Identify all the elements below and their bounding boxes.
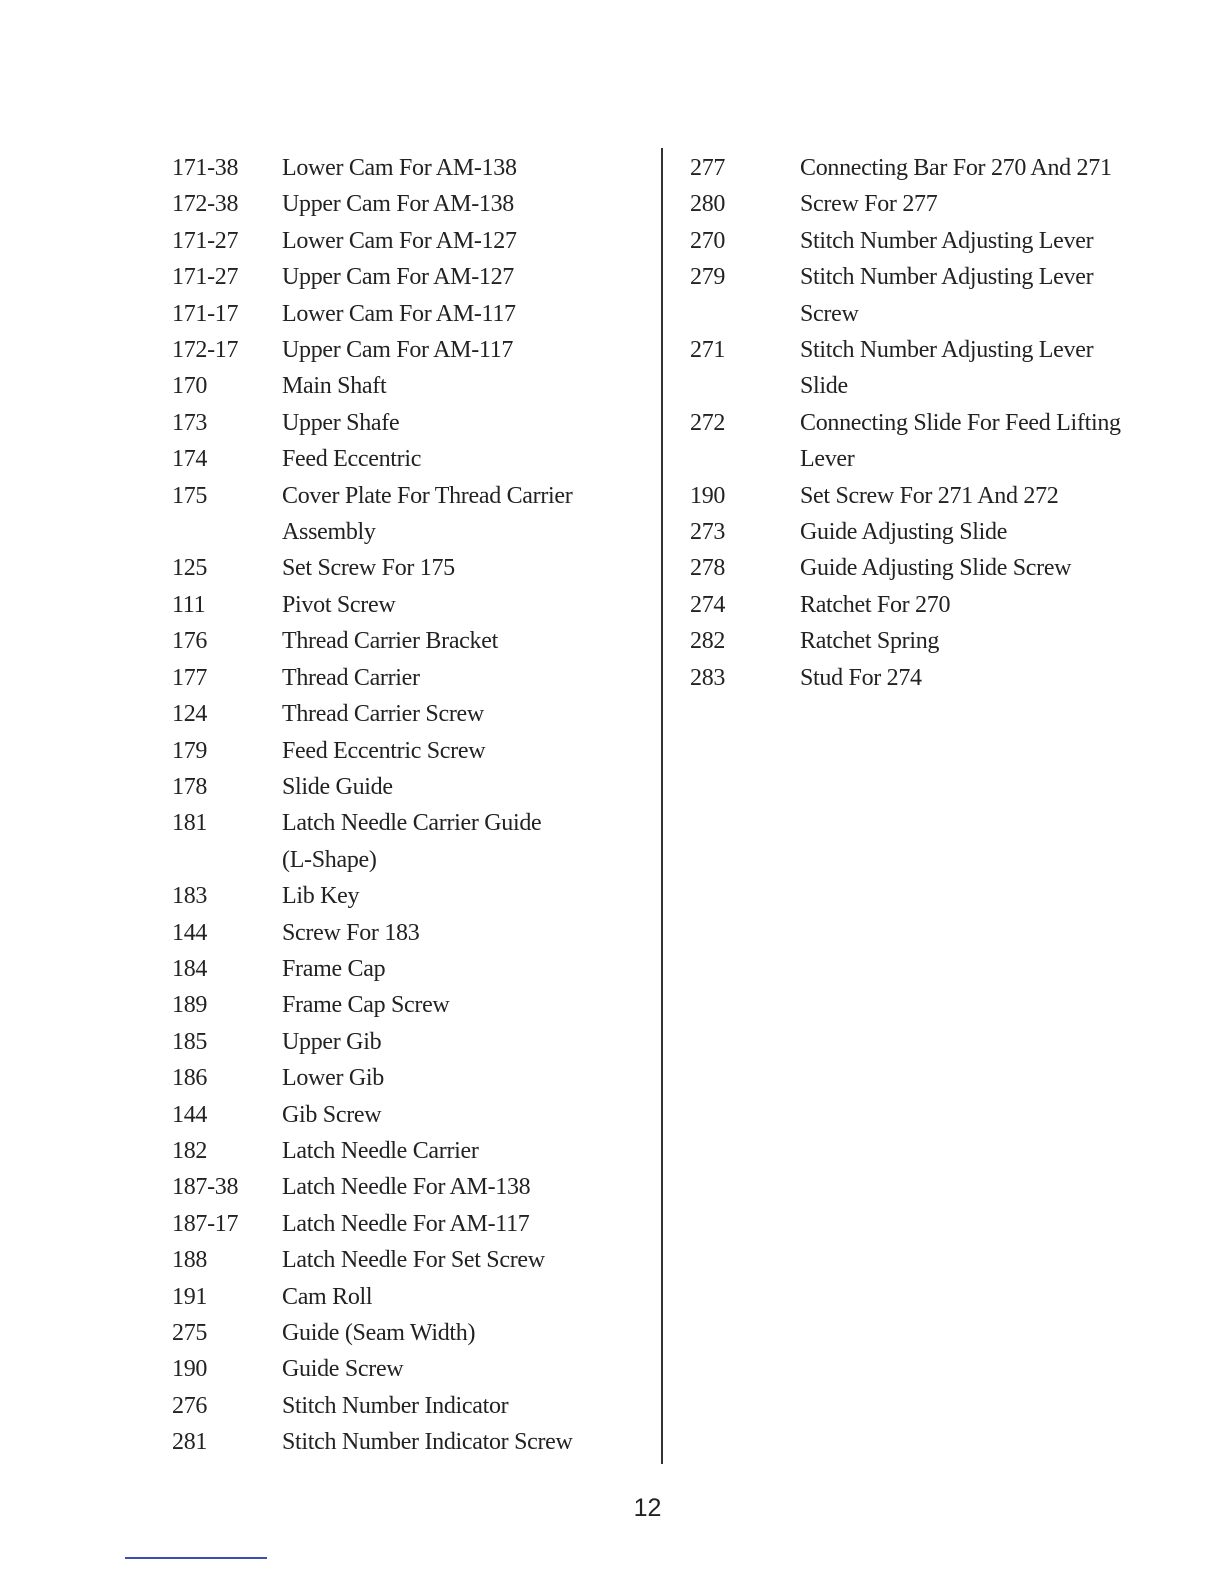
part-description-text: Stitch Number Indicator Screw <box>282 1429 573 1456</box>
part-number: 172-38 <box>172 191 239 218</box>
part-row <box>172 623 612 659</box>
part-description <box>282 368 612 404</box>
footnote-rule <box>125 1557 267 1559</box>
part-description <box>282 623 612 659</box>
part-number: 125 <box>172 555 208 582</box>
part-row <box>172 1024 612 1060</box>
part-number: 172-17 <box>172 337 239 364</box>
part-number: 183 <box>172 883 208 910</box>
part-number: 124 <box>172 701 208 728</box>
part-description <box>800 405 1130 478</box>
part-row <box>690 150 1130 186</box>
part-description <box>282 587 612 623</box>
part-description-text: Frame Cap Screw <box>282 992 450 1019</box>
part-description-text: Lower Cam For AM-127 <box>282 227 517 254</box>
part-row <box>172 296 612 332</box>
part-description <box>282 1133 612 1169</box>
part-number: 144 <box>172 1101 208 1128</box>
part-row <box>172 1133 612 1169</box>
part-description-text: Guide (Seam Width) <box>282 1320 476 1346</box>
part-row <box>690 514 1130 550</box>
part-description-text: Stitch Number Adjusting Lever <box>800 337 1094 364</box>
part-description-text: Stitch Number Indicator <box>282 1392 509 1419</box>
part-number: 186 <box>172 1065 208 1092</box>
part-number: 111 <box>172 591 206 618</box>
part-description-text: Slide Guide <box>282 773 393 800</box>
part-description-text: Feed Eccentric <box>282 446 422 473</box>
part-row <box>690 623 1130 659</box>
part-row <box>690 478 1130 514</box>
part-description <box>282 987 612 1023</box>
part-description <box>282 769 612 805</box>
part-description <box>800 623 1130 659</box>
part-row <box>690 186 1130 222</box>
part-number: 171-27 <box>172 264 239 291</box>
part-description <box>800 478 1130 514</box>
part-row <box>172 332 612 368</box>
part-row <box>690 223 1130 259</box>
page-number: 12 <box>633 1494 662 1522</box>
parts-list-right <box>690 150 1130 696</box>
part-description <box>282 405 612 441</box>
part-number: 280 <box>690 191 726 218</box>
part-description-text: Lib Key <box>282 883 360 910</box>
part-description-text: Lower Cam For AM-117 <box>282 300 516 327</box>
part-row <box>172 587 612 623</box>
part-number: 190 <box>172 1356 208 1383</box>
part-number: 272 <box>690 409 726 436</box>
part-description <box>800 660 1130 696</box>
part-row <box>172 769 612 805</box>
part-description <box>282 1242 612 1278</box>
part-number: 279 <box>690 264 726 291</box>
part-row <box>172 1279 612 1315</box>
part-row <box>172 1169 612 1205</box>
part-description-text: Stitch Number Adjusting Lever <box>800 227 1094 254</box>
part-description-text: Guide Adjusting Slide Screw <box>800 555 1072 582</box>
part-description-continuation: Assembly <box>282 519 376 546</box>
part-number: 179 <box>172 737 208 764</box>
part-row <box>172 478 612 551</box>
part-row <box>172 550 612 586</box>
part-description <box>800 587 1130 623</box>
part-description <box>282 1060 612 1096</box>
part-description-text: Thread Carrier Screw <box>282 701 484 728</box>
part-description <box>282 951 612 987</box>
part-row <box>690 550 1130 586</box>
part-description <box>282 150 612 186</box>
part-description <box>282 1206 612 1242</box>
part-row <box>172 1351 612 1387</box>
part-description-text: Upper Cam For AM-127 <box>282 264 514 291</box>
part-row <box>172 441 612 477</box>
part-description-continuation: Lever <box>800 446 855 473</box>
part-description-text: Guide Screw <box>282 1356 404 1383</box>
part-row <box>172 733 612 769</box>
part-description-text: Gib Screw <box>282 1101 382 1128</box>
part-row <box>172 878 612 914</box>
part-description <box>282 296 612 332</box>
part-description <box>800 514 1130 550</box>
part-description <box>282 805 612 878</box>
part-row <box>172 805 612 878</box>
part-number: 281 <box>172 1429 208 1456</box>
part-number: 170 <box>172 373 208 400</box>
part-row <box>172 368 612 404</box>
part-description <box>282 478 612 551</box>
part-number: 187-17 <box>172 1210 239 1237</box>
column-divider <box>661 148 663 1464</box>
part-description <box>282 1315 612 1351</box>
part-description-text: Lower Gib <box>282 1065 384 1092</box>
part-number: 271 <box>690 337 726 364</box>
part-description <box>282 441 612 477</box>
part-description <box>800 259 1130 332</box>
part-row <box>172 186 612 222</box>
part-number: 176 <box>172 628 208 655</box>
part-description <box>800 332 1130 405</box>
part-number: 282 <box>690 628 726 655</box>
part-number: 270 <box>690 227 726 254</box>
part-number: 277 <box>690 155 726 181</box>
part-number: 171-27 <box>172 227 239 254</box>
part-row <box>172 1388 612 1424</box>
part-number: 188 <box>172 1247 208 1274</box>
part-description-text: Feed Eccentric Screw <box>282 737 486 764</box>
part-description-text: Cover Plate For Thread Carrier <box>282 482 573 509</box>
part-description-text: Pivot Screw <box>282 591 396 618</box>
part-description <box>282 332 612 368</box>
part-description-text: Stud For 274 <box>800 664 922 691</box>
part-description <box>282 1097 612 1133</box>
part-row <box>172 660 612 696</box>
part-row <box>172 1424 612 1460</box>
part-description <box>282 660 612 696</box>
part-row <box>172 1206 612 1242</box>
part-description-text: Screw For 183 <box>282 919 420 946</box>
part-number: 189 <box>172 992 208 1019</box>
part-number: 273 <box>690 519 726 546</box>
part-description-continuation: Screw <box>800 300 859 327</box>
part-number: 174 <box>172 446 208 473</box>
part-row <box>172 951 612 987</box>
part-description <box>800 550 1130 586</box>
part-row <box>172 1097 612 1133</box>
part-description <box>800 223 1130 259</box>
part-row <box>690 259 1130 332</box>
part-description <box>282 186 612 222</box>
part-description <box>282 259 612 295</box>
part-description-text: Latch Needle Carrier Guide <box>282 810 542 837</box>
parts-list-left <box>172 150 612 1461</box>
part-description-text: Latch Needle For AM-138 <box>282 1174 531 1201</box>
part-number: 182 <box>172 1137 208 1164</box>
part-description-text: Ratchet For 270 <box>800 591 951 618</box>
part-row <box>172 1060 612 1096</box>
part-number: 276 <box>172 1392 208 1419</box>
part-number: 184 <box>172 955 208 982</box>
part-number: 185 <box>172 1028 208 1055</box>
part-description-text: Latch Needle For AM-117 <box>282 1210 530 1237</box>
part-number: 283 <box>690 664 726 691</box>
part-description-text: Frame Cap <box>282 955 386 982</box>
part-description <box>282 550 612 586</box>
part-description-text: Upper Shafe <box>282 409 400 436</box>
part-row <box>690 660 1130 696</box>
part-description-text: Upper Cam For AM-117 <box>282 337 514 364</box>
part-row <box>172 987 612 1023</box>
part-description-text: Connecting Bar For 270 And 271 <box>800 155 1112 181</box>
part-number: 278 <box>690 555 726 582</box>
part-description-text: Stitch Number Adjusting Lever <box>800 264 1094 291</box>
part-description <box>282 1424 612 1460</box>
part-description-text: Latch Needle Carrier <box>282 1137 479 1164</box>
part-description-text: Connecting Slide For Feed Lifting <box>800 409 1121 436</box>
part-number: 171-38 <box>172 155 239 181</box>
part-description-text: Screw For 277 <box>800 191 938 218</box>
part-row <box>172 1315 612 1351</box>
part-description-text: Latch Needle For Set Screw <box>282 1247 545 1274</box>
part-row <box>690 332 1130 405</box>
part-description-text: Thread Carrier Bracket <box>282 628 498 655</box>
part-description <box>282 1024 612 1060</box>
part-description-text: Guide Adjusting Slide <box>800 519 1008 546</box>
part-row <box>172 915 612 951</box>
part-number: 177 <box>172 664 208 691</box>
part-row <box>172 223 612 259</box>
part-number: 144 <box>172 919 208 946</box>
part-row <box>172 150 612 186</box>
part-description-text: Lower Cam For AM-138 <box>282 155 517 181</box>
part-description <box>282 878 612 914</box>
part-description-continuation: Slide <box>800 373 848 400</box>
part-description-text: Set Screw For 271 And 272 <box>800 482 1059 509</box>
part-description-text: Set Screw For 175 <box>282 555 455 582</box>
part-number: 178 <box>172 773 208 800</box>
part-number: 173 <box>172 409 208 436</box>
part-number: 275 <box>172 1320 208 1346</box>
part-description <box>282 696 612 732</box>
part-description <box>282 1388 612 1424</box>
part-number: 274 <box>690 591 726 618</box>
part-description-text: Cam Roll <box>282 1283 373 1310</box>
part-row <box>172 259 612 295</box>
part-description <box>282 1169 612 1205</box>
part-number: 171-17 <box>172 300 239 327</box>
part-description <box>282 223 612 259</box>
part-description <box>282 1351 612 1387</box>
part-number: 187-38 <box>172 1174 239 1201</box>
part-row <box>690 405 1130 478</box>
part-row <box>172 1242 612 1278</box>
part-number: 190 <box>690 482 726 509</box>
part-row <box>172 405 612 441</box>
part-row <box>690 587 1130 623</box>
part-description-text: Ratchet Spring <box>800 628 940 655</box>
part-number: 175 <box>172 482 208 509</box>
part-number: 181 <box>172 810 208 837</box>
part-description-text: Upper Gib <box>282 1028 382 1055</box>
part-description <box>800 150 1130 186</box>
part-description-text: Main Shaft <box>282 373 387 400</box>
part-description-text: Upper Cam For AM-138 <box>282 191 514 218</box>
part-row <box>172 696 612 732</box>
part-description <box>282 915 612 951</box>
part-description <box>282 1279 612 1315</box>
part-description-continuation: (L-Shape) <box>282 846 377 873</box>
part-description <box>282 733 612 769</box>
part-description <box>800 186 1130 222</box>
part-number: 191 <box>172 1283 208 1310</box>
part-description-text: Thread Carrier <box>282 664 420 691</box>
